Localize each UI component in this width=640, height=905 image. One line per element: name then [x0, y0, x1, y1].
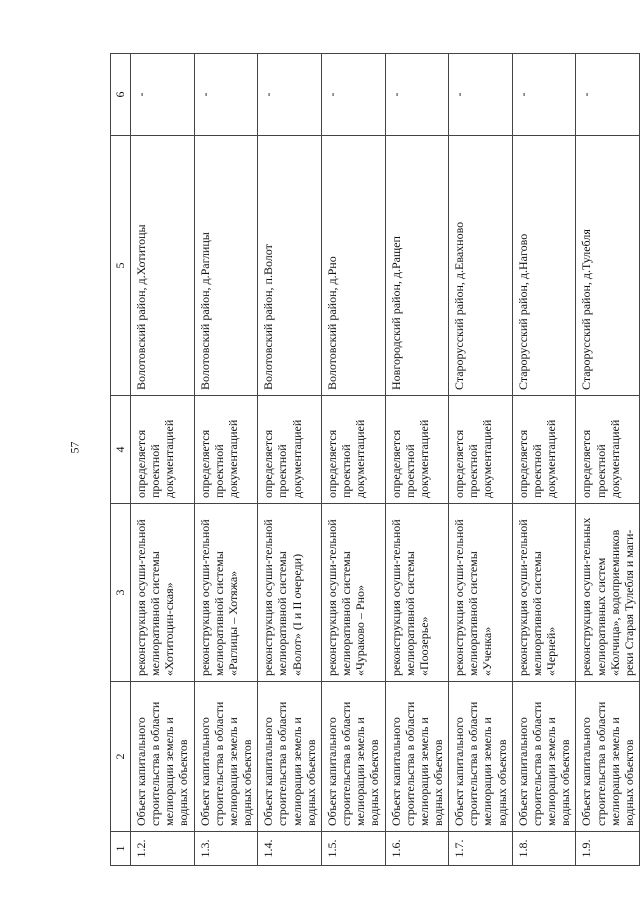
purpose-cell: реконструкция осуши-тельной мелиоративной системы «Хотитоцин-ская» — [131, 504, 195, 682]
location-cell: Старорусский район, д.Евахново — [449, 136, 513, 396]
purpose-cell: реконструкция осуши-тельной мелиоративной системы «Чураково – Рно» — [321, 504, 385, 682]
location-cell: Старорусский район, д.Нагово — [512, 136, 576, 396]
row-number: 1.5. — [321, 832, 385, 866]
object-type-cell: Объект капитального строительства в области мелиорации земель и водных объектов — [512, 682, 576, 832]
object-type-cell: Объект капитального строительства в области мелиорации земель и водных объектов — [131, 682, 195, 832]
zone-cell: - — [449, 54, 513, 136]
table-row — [131, 54, 195, 866]
row-number: 1.9. — [576, 832, 640, 866]
location-cell: Новгородский район, д.Ращеп — [385, 136, 449, 396]
location-cell: Волотовский район, д.Раглицы — [194, 136, 258, 396]
parameters-cell: определяется проектной документацией — [194, 396, 258, 504]
row-number: 1.8. — [512, 832, 576, 866]
page-number: 57 — [67, 441, 82, 454]
parameters-cell: определяется проектной документацией — [576, 396, 640, 504]
table-row — [385, 54, 449, 866]
location-cell: Старорусский район, д.Тулебля — [576, 136, 640, 396]
row-number: 1.7. — [449, 832, 513, 866]
rotated-page-content — [110, 54, 636, 866]
parameters-cell: определяется проектной документацией — [512, 396, 576, 504]
zone-cell: - — [194, 54, 258, 136]
table-row — [194, 54, 258, 866]
object-type-cell: Объект капитального строительства в области мелиорации земель и водных объектов — [449, 682, 513, 832]
object-type-cell: Объект капитального строительства в области мелиорации земель и водных объектов — [258, 682, 322, 832]
parameters-cell: определяется проектной документацией — [258, 396, 322, 504]
zone-cell: - — [258, 54, 322, 136]
zone-cell: - — [385, 54, 449, 136]
location-cell: Волотовский район, д.Хотитоцы — [131, 136, 195, 396]
row-number: 1.2. — [131, 832, 195, 866]
parameters-cell: определяется проектной документацией — [321, 396, 385, 504]
parameters-cell: определяется проектной документацией — [131, 396, 195, 504]
header-cell: 6 — [111, 54, 131, 136]
table-row — [576, 54, 640, 866]
objects-table — [110, 53, 640, 866]
purpose-cell: реконструкция осуши-тельной мелиоративной системы «Черней» — [512, 504, 576, 682]
zone-cell: - — [131, 54, 195, 136]
zone-cell: - — [512, 54, 576, 136]
zone-cell: - — [321, 54, 385, 136]
row-number: 1.6. — [385, 832, 449, 866]
header-cell: 3 — [111, 504, 131, 682]
zone-cell: - — [576, 54, 640, 136]
object-type-cell: Объект капитального строительства в области мелиорации земель и водных объектов — [385, 682, 449, 832]
location-cell: Волотовский район, п.Волот — [258, 136, 322, 396]
object-type-cell: Объект капитального строительства в области мелиорации земель и водных объектов — [576, 682, 640, 832]
table-row — [512, 54, 576, 866]
table-header-row — [111, 54, 131, 866]
purpose-cell: реконструкция осуши-тельной мелиоративной системы «Ученка» — [449, 504, 513, 682]
purpose-cell: реконструкция осуши-тельной мелиоративной системы «Раглицы – Хотяжа» — [194, 504, 258, 682]
header-cell: 5 — [111, 136, 131, 396]
header-cell: 4 — [111, 396, 131, 504]
purpose-cell: реконструкция осуши-тельной мелиоративной системы «Поозерье» — [385, 504, 449, 682]
row-number: 1.4. — [258, 832, 322, 866]
row-number: 1.3. — [194, 832, 258, 866]
purpose-cell: реконструкция осуши-тельной мелиоративной системы «Волот» (I и II очереди) — [258, 504, 322, 682]
table-row — [321, 54, 385, 866]
parameters-cell: определяется проектной документацией — [449, 396, 513, 504]
location-cell: Волотовский район, д.Рно — [321, 136, 385, 396]
header-cell: 1 — [111, 832, 131, 866]
parameters-cell: определяется проектной документацией — [385, 396, 449, 504]
purpose-cell: реконструкция осуши-тельных мелиоративных систем «Колчица», водоприемников реки Старая Тулебля и маги- — [576, 504, 640, 682]
table-row — [258, 54, 322, 866]
header-cell: 2 — [111, 682, 131, 832]
object-type-cell: Объект капитального строительства в области мелиорации земель и водных объектов — [321, 682, 385, 832]
object-type-cell: Объект капитального строительства в области мелиорации земель и водных объектов — [194, 682, 258, 832]
table-row — [449, 54, 513, 866]
